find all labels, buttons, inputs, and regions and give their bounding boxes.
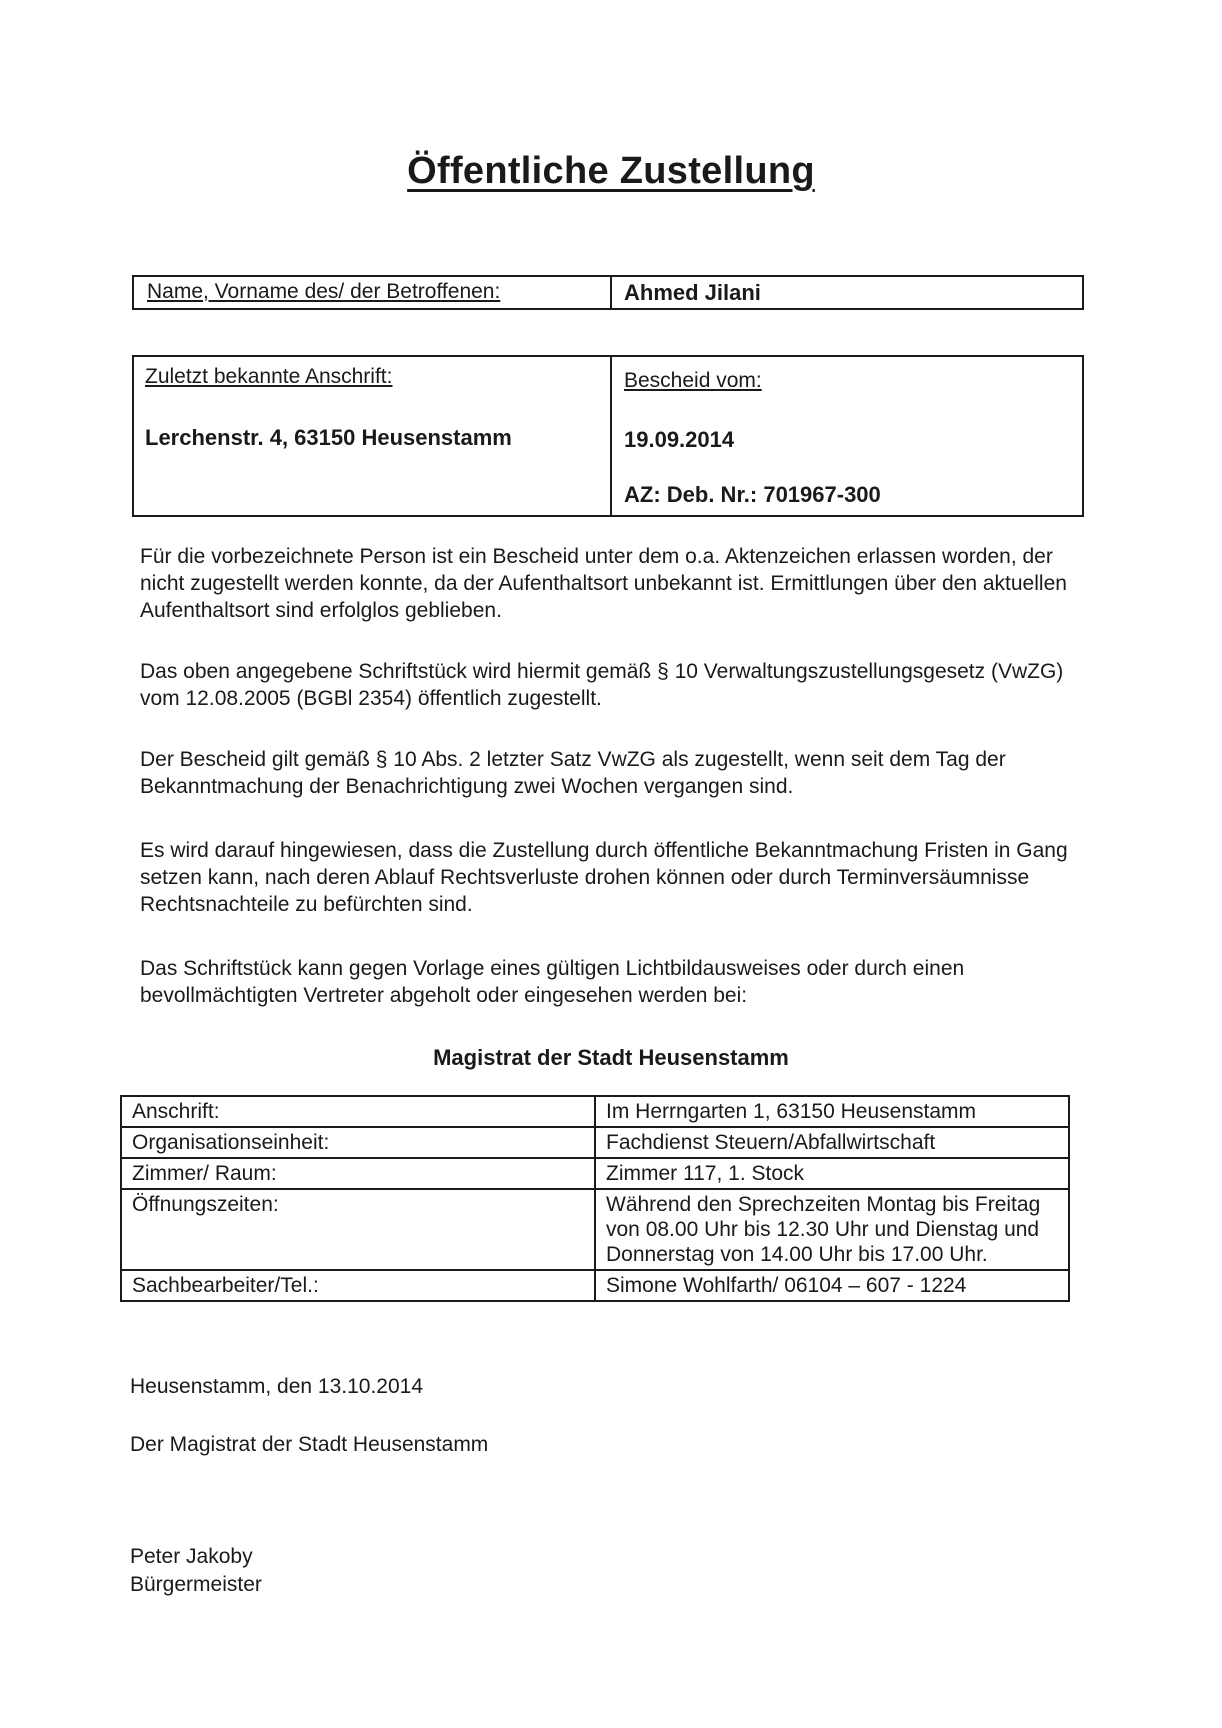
table-row [121, 1189, 1069, 1270]
table-label: Anschrift: [121, 1096, 595, 1127]
document-title: Öffentliche Zustellung [407, 150, 815, 192]
signatory-position: Bürgermeister [130, 1573, 262, 1596]
reference-number: AZ: Deb. Nr.: 701967-300 [624, 482, 881, 507]
address-value: Lerchenstr. 4, 63150 Heusenstamm [145, 425, 512, 450]
table-label: Organisationseinheit: [121, 1127, 595, 1158]
table-label: Zimmer/ Raum: [121, 1158, 595, 1189]
paragraph-3: Der Bescheid gilt gemäß § 10 Abs. 2 letzter Satz VwZG als zugestellt, wenn seit dem Tag der Bekanntmachung der Benachrichtigung zwei Wochen vergangen sind. [140, 748, 1006, 798]
authority-heading: Magistrat der Stadt Heusenstamm [433, 1045, 789, 1070]
name-box [132, 275, 1084, 310]
table-row [121, 1270, 1069, 1301]
name-value: Ahmed Jilani [624, 280, 761, 305]
paragraph-2: Das oben angegebene Schriftstück wird hiermit gemäß § 10 Verwaltungszustellungsgesetz (VwZG) vom 12.08.2005 (BGBl 2354) öffentlich zugestellt. [140, 660, 1064, 710]
place-date: Heusenstamm, den 13.10.2014 [130, 1375, 424, 1398]
table-value: Fachdienst Steuern/Abfallwirtschaft [595, 1127, 1069, 1158]
decision-date: 19.09.2014 [624, 427, 735, 452]
table-value: Während den Sprechzeiten Montag bis Freitag von 08.00 Uhr bis 12.30 Uhr und Dienstag und Donnerstag von 14.00 Uhr bis 17.00 Uhr. [595, 1189, 1069, 1270]
decision-label: Bescheid vom: [624, 369, 762, 392]
office-info-table [120, 1095, 1070, 1302]
table-row [121, 1158, 1069, 1189]
issuer: Der Magistrat der Stadt Heusenstamm [130, 1433, 489, 1456]
signatory-name: Peter Jakoby [130, 1545, 253, 1568]
table-value: Zimmer 117, 1. Stock [595, 1158, 1069, 1189]
table-value: Simone Wohlfarth/ 06104 – 607 - 1224 [595, 1270, 1069, 1301]
paragraph-1: Für die vorbezeichnete Person ist ein Bescheid unter dem o.a. Aktenzeichen erlassen worden, der nicht zugestellt werden konnte, da der Aufenthaltsort unbekannt ist. Ermittlungen über den aktuellen Aufenthaltsort sind erfolglos geblieben. [140, 545, 1067, 622]
table-label: Sachbearbeiter/Tel.: [121, 1270, 595, 1301]
address-label: Zuletzt bekannte Anschrift: [145, 365, 393, 388]
name-label: Name, Vorname des/ der Betroffenen: [147, 280, 501, 303]
paragraph-4: Es wird darauf hingewiesen, dass die Zustellung durch öffentliche Bekanntmachung Fristen in Gang setzen kann, nach deren Ablauf Rechtsverluste drohen können oder durch Terminversäumnisse Rechtsnachteile zu befürchten sind. [140, 839, 1068, 916]
table-row [121, 1096, 1069, 1127]
table-value: Im Herrngarten 1, 63150 Heusenstamm [595, 1096, 1069, 1127]
name-box-divider [610, 277, 612, 308]
address-box-divider [610, 357, 612, 515]
address-box [132, 355, 1084, 517]
table-label: Öffnungszeiten: [121, 1189, 595, 1270]
table-row [121, 1127, 1069, 1158]
paragraph-5: Das Schriftstück kann gegen Vorlage eines gültigen Lichtbildausweises oder durch einen bevollmächtigten Vertreter abgeholt oder eingesehen werden bei: [140, 957, 965, 1007]
